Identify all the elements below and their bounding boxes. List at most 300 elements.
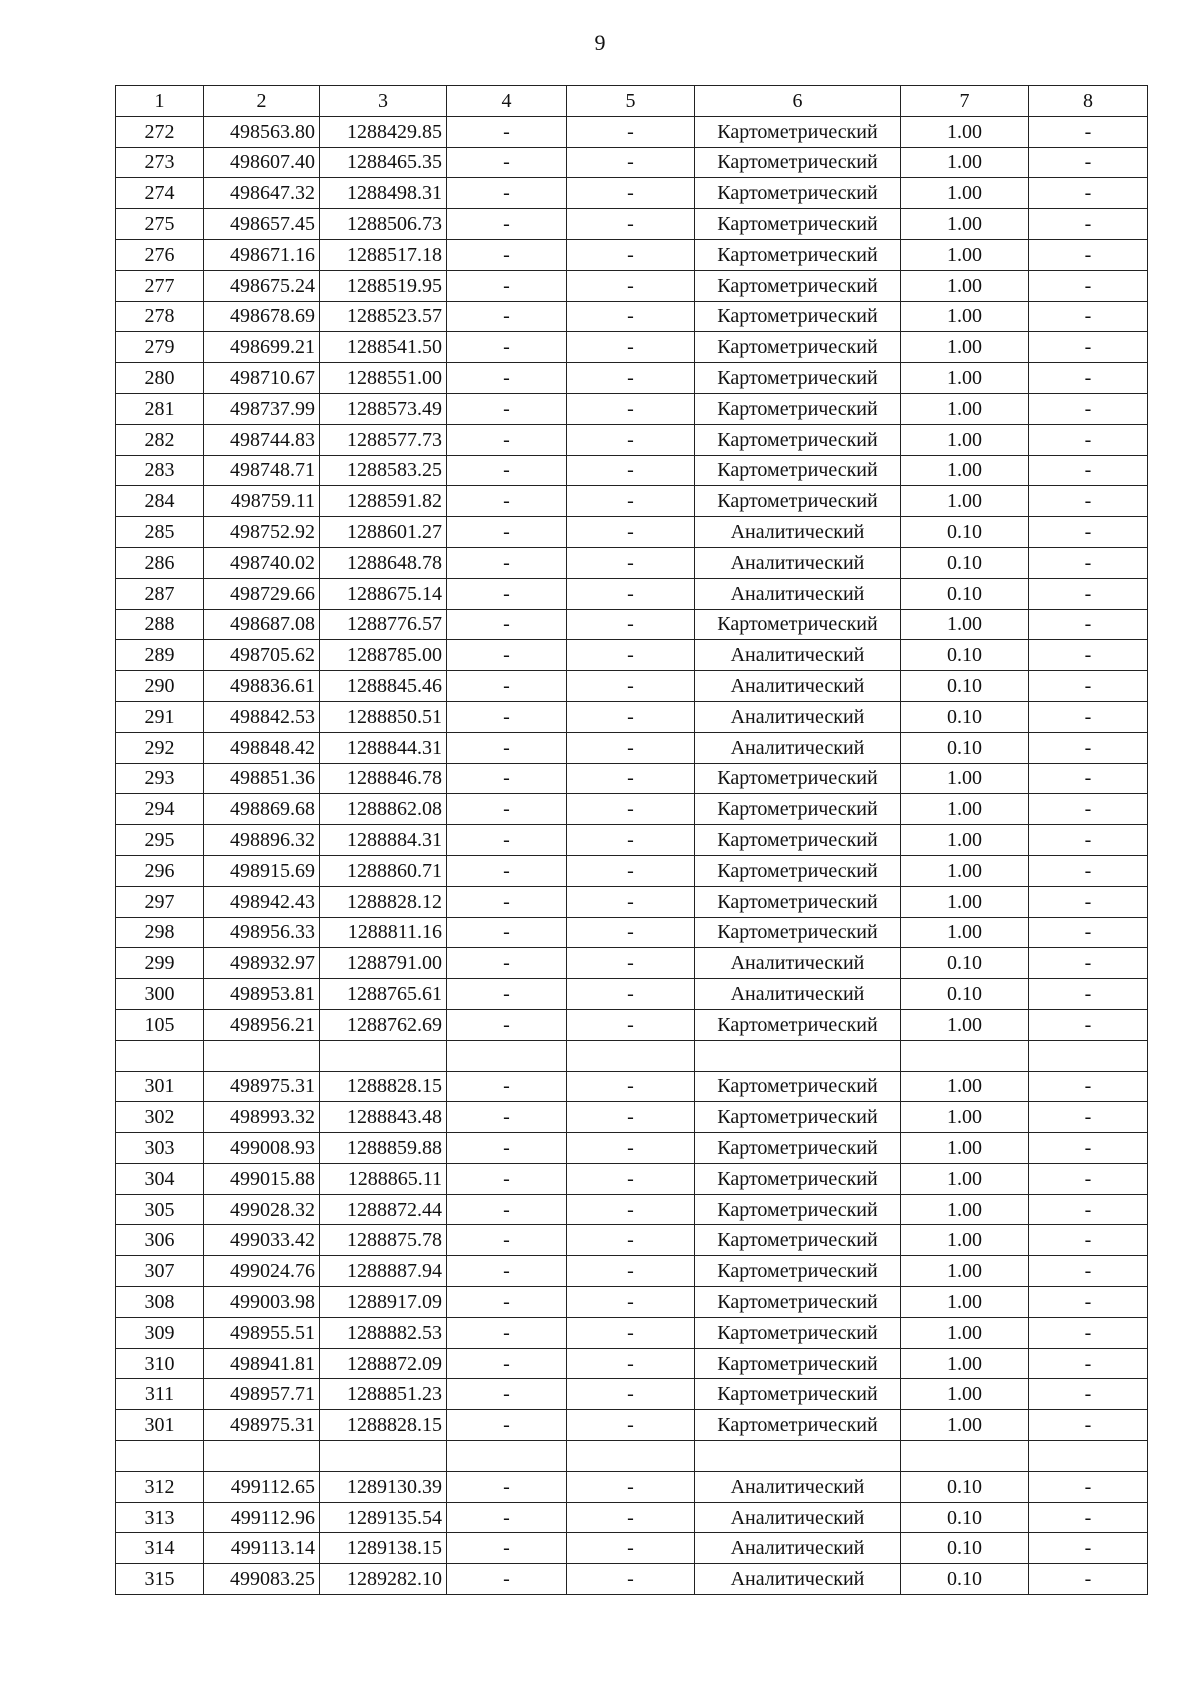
col8-value-cell: -	[1029, 332, 1148, 363]
y-coordinate-cell: 1288429.85	[320, 116, 447, 147]
accuracy-cell: 0.10	[901, 640, 1029, 671]
col8-value-cell: -	[1029, 547, 1148, 578]
col5-value-cell: -	[567, 455, 695, 486]
table-row	[116, 732, 1148, 763]
col8-value-cell: -	[1029, 948, 1148, 979]
table-row	[116, 794, 1148, 825]
method-cell: Картометрический	[695, 1071, 901, 1102]
y-coordinate-cell: 1288884.31	[320, 825, 447, 856]
y-coordinate-cell: 1288465.35	[320, 147, 447, 178]
page-number: 9	[594, 30, 606, 55]
col5-value-cell: -	[567, 116, 695, 147]
y-coordinate-cell: 1288872.09	[320, 1348, 447, 1379]
table-row	[116, 209, 1148, 240]
table-row	[116, 1533, 1148, 1564]
table-row	[116, 455, 1148, 486]
point-number-cell: 306	[116, 1225, 204, 1256]
col8-value-cell: -	[1029, 301, 1148, 332]
col8-value-cell: -	[1029, 732, 1148, 763]
col4-value-cell: -	[447, 1194, 567, 1225]
y-coordinate-cell: 1288675.14	[320, 578, 447, 609]
col8-value-cell: -	[1029, 178, 1148, 209]
point-number-cell: 302	[116, 1102, 204, 1133]
accuracy-cell: 0.10	[901, 732, 1029, 763]
point-number-cell: 105	[116, 1009, 204, 1040]
x-coordinate-cell: 498942.43	[204, 886, 320, 917]
table-row	[116, 948, 1148, 979]
table-row	[116, 486, 1148, 517]
col8-value-cell: -	[1029, 517, 1148, 548]
point-number-cell: 285	[116, 517, 204, 548]
y-coordinate-cell: 1288591.82	[320, 486, 447, 517]
x-coordinate-cell: 498941.81	[204, 1348, 320, 1379]
coordinates-table	[115, 85, 1148, 1595]
accuracy-cell: 0.10	[901, 578, 1029, 609]
y-coordinate-cell: 1288785.00	[320, 640, 447, 671]
y-coordinate-cell: 1288872.44	[320, 1194, 447, 1225]
point-number-cell: 274	[116, 178, 204, 209]
y-coordinate-cell: 1288573.49	[320, 393, 447, 424]
point-number-cell: 291	[116, 701, 204, 732]
col8-value-cell: -	[1029, 1071, 1148, 1102]
table-row	[116, 701, 1148, 732]
x-coordinate-cell: 498759.11	[204, 486, 320, 517]
x-coordinate-cell: 498744.83	[204, 424, 320, 455]
table-row	[116, 363, 1148, 394]
x-coordinate-cell: 499033.42	[204, 1225, 320, 1256]
method-cell: Аналитический	[695, 701, 901, 732]
header-cell: 6	[695, 86, 901, 117]
col5-value-cell: -	[567, 1287, 695, 1318]
col8-value-cell: -	[1029, 1317, 1148, 1348]
col8-value-cell: -	[1029, 486, 1148, 517]
method-cell: Картометрический	[695, 332, 901, 363]
accuracy-cell: 1.00	[901, 1225, 1029, 1256]
x-coordinate-cell: 498993.32	[204, 1102, 320, 1133]
y-coordinate-cell: 1288762.69	[320, 1009, 447, 1040]
point-number-cell: 288	[116, 609, 204, 640]
col8-value-cell: -	[1029, 1194, 1148, 1225]
col8-value-cell: -	[1029, 1502, 1148, 1533]
x-coordinate-cell: 498678.69	[204, 301, 320, 332]
col5-value-cell: -	[567, 363, 695, 394]
col4-value-cell: -	[447, 486, 567, 517]
method-cell: Аналитический	[695, 1564, 901, 1595]
col8-value-cell: -	[1029, 763, 1148, 794]
method-cell: Картометрический	[695, 1379, 901, 1410]
y-coordinate-cell: 1288860.71	[320, 855, 447, 886]
point-number-cell: 272	[116, 116, 204, 147]
method-cell: Картометрический	[695, 886, 901, 917]
x-coordinate-cell: 498956.33	[204, 917, 320, 948]
col8-value-cell	[1029, 1040, 1148, 1071]
x-coordinate-cell: 498729.66	[204, 578, 320, 609]
col5-value-cell: -	[567, 578, 695, 609]
point-number-cell: 287	[116, 578, 204, 609]
col8-value-cell: -	[1029, 116, 1148, 147]
col5-value-cell: -	[567, 239, 695, 270]
method-cell	[695, 1441, 901, 1472]
method-cell: Картометрический	[695, 1133, 901, 1164]
point-number-cell: 310	[116, 1348, 204, 1379]
point-number-cell: 293	[116, 763, 204, 794]
table-row	[116, 917, 1148, 948]
x-coordinate-cell: 498671.16	[204, 239, 320, 270]
table-row	[116, 1379, 1148, 1410]
col5-value-cell: -	[567, 270, 695, 301]
table-row	[116, 239, 1148, 270]
col5-value-cell: -	[567, 486, 695, 517]
method-cell: Картометрический	[695, 363, 901, 394]
accuracy-cell: 1.00	[901, 239, 1029, 270]
accuracy-cell: 1.00	[901, 363, 1029, 394]
table-row	[116, 424, 1148, 455]
y-coordinate-cell: 1288791.00	[320, 948, 447, 979]
method-cell: Аналитический	[695, 979, 901, 1010]
x-coordinate-cell: 498953.81	[204, 979, 320, 1010]
y-coordinate-cell: 1289130.39	[320, 1471, 447, 1502]
point-number-cell: 275	[116, 209, 204, 240]
y-coordinate-cell: 1288865.11	[320, 1163, 447, 1194]
x-coordinate-cell: 498705.62	[204, 640, 320, 671]
accuracy-cell: 1.00	[901, 178, 1029, 209]
point-number-cell: 292	[116, 732, 204, 763]
point-number-cell: 294	[116, 794, 204, 825]
table-row	[116, 1287, 1148, 1318]
col4-value-cell: -	[447, 1225, 567, 1256]
method-cell: Картометрический	[695, 1317, 901, 1348]
accuracy-cell: 1.00	[901, 1256, 1029, 1287]
table-row	[116, 855, 1148, 886]
method-cell: Картометрический	[695, 1225, 901, 1256]
col4-value-cell: -	[447, 547, 567, 578]
col8-value-cell: -	[1029, 1102, 1148, 1133]
x-coordinate-cell: 498748.71	[204, 455, 320, 486]
col8-value-cell: -	[1029, 701, 1148, 732]
accuracy-cell: 1.00	[901, 1009, 1029, 1040]
x-coordinate-cell: 498932.97	[204, 948, 320, 979]
y-coordinate-cell: 1288517.18	[320, 239, 447, 270]
x-coordinate-cell: 499083.25	[204, 1564, 320, 1595]
col4-value-cell: -	[447, 886, 567, 917]
method-cell: Картометрический	[695, 1009, 901, 1040]
col5-value-cell: -	[567, 1163, 695, 1194]
accuracy-cell: 1.00	[901, 455, 1029, 486]
col5-value-cell: -	[567, 1502, 695, 1533]
col8-value-cell: -	[1029, 455, 1148, 486]
table-row	[116, 1441, 1148, 1472]
x-coordinate-cell: 498740.02	[204, 547, 320, 578]
col5-value-cell: -	[567, 671, 695, 702]
col8-value-cell: -	[1029, 1410, 1148, 1441]
method-cell: Картометрический	[695, 424, 901, 455]
accuracy-cell: 1.00	[901, 886, 1029, 917]
col8-value-cell: -	[1029, 578, 1148, 609]
table-header	[116, 86, 1148, 117]
table-row	[116, 116, 1148, 147]
col4-value-cell: -	[447, 855, 567, 886]
x-coordinate-cell: 498851.36	[204, 763, 320, 794]
col4-value-cell: -	[447, 609, 567, 640]
col4-value-cell: -	[447, 1317, 567, 1348]
method-cell: Аналитический	[695, 732, 901, 763]
x-coordinate-cell: 499008.93	[204, 1133, 320, 1164]
table-row	[116, 1163, 1148, 1194]
table-row	[116, 763, 1148, 794]
accuracy-cell: 0.10	[901, 671, 1029, 702]
col4-value-cell: -	[447, 1256, 567, 1287]
col4-value-cell: -	[447, 1071, 567, 1102]
col4-value-cell: -	[447, 301, 567, 332]
col4-value-cell: -	[447, 1410, 567, 1441]
col4-value-cell: -	[447, 1102, 567, 1133]
col4-value-cell: -	[447, 671, 567, 702]
col8-value-cell: -	[1029, 1256, 1148, 1287]
col4-value-cell: -	[447, 1564, 567, 1595]
x-coordinate-cell: 499113.14	[204, 1533, 320, 1564]
point-number-cell: 289	[116, 640, 204, 671]
header-cell: 2	[204, 86, 320, 117]
col5-value-cell: -	[567, 609, 695, 640]
col8-value-cell: -	[1029, 393, 1148, 424]
point-number-cell: 308	[116, 1287, 204, 1318]
table-row	[116, 825, 1148, 856]
y-coordinate-cell: 1288811.16	[320, 917, 447, 948]
col5-value-cell: -	[567, 855, 695, 886]
col8-value-cell: -	[1029, 1287, 1148, 1318]
accuracy-cell: 1.00	[901, 332, 1029, 363]
col4-value-cell: -	[447, 270, 567, 301]
accuracy-cell: 1.00	[901, 147, 1029, 178]
y-coordinate-cell: 1288776.57	[320, 609, 447, 640]
point-number-cell: 303	[116, 1133, 204, 1164]
accuracy-cell: 1.00	[901, 1287, 1029, 1318]
col4-value-cell: -	[447, 578, 567, 609]
y-coordinate-cell: 1288648.78	[320, 547, 447, 578]
accuracy-cell: 1.00	[901, 116, 1029, 147]
method-cell: Аналитический	[695, 948, 901, 979]
accuracy-cell: 1.00	[901, 209, 1029, 240]
accuracy-cell: 1.00	[901, 1410, 1029, 1441]
y-coordinate-cell: 1288917.09	[320, 1287, 447, 1318]
col8-value-cell: -	[1029, 1225, 1148, 1256]
col5-value-cell	[567, 1441, 695, 1472]
col4-value-cell: -	[447, 1348, 567, 1379]
accuracy-cell: 1.00	[901, 1071, 1029, 1102]
method-cell: Картометрический	[695, 794, 901, 825]
col5-value-cell: -	[567, 979, 695, 1010]
col4-value-cell: -	[447, 1287, 567, 1318]
accuracy-cell: 0.10	[901, 979, 1029, 1010]
col8-value-cell: -	[1029, 1379, 1148, 1410]
x-coordinate-cell: 498975.31	[204, 1071, 320, 1102]
col4-value-cell: -	[447, 332, 567, 363]
accuracy-cell: 1.00	[901, 270, 1029, 301]
accuracy-cell: 1.00	[901, 1317, 1029, 1348]
col5-value-cell: -	[567, 1009, 695, 1040]
y-coordinate-cell: 1288765.61	[320, 979, 447, 1010]
table-row	[116, 578, 1148, 609]
table-row	[116, 1564, 1148, 1595]
method-cell: Картометрический	[695, 270, 901, 301]
col4-value-cell: -	[447, 825, 567, 856]
col8-value-cell: -	[1029, 270, 1148, 301]
col5-value-cell: -	[567, 640, 695, 671]
y-coordinate-cell: 1288862.08	[320, 794, 447, 825]
point-number-cell: 311	[116, 1379, 204, 1410]
col5-value-cell: -	[567, 1225, 695, 1256]
point-number-cell: 282	[116, 424, 204, 455]
col5-value-cell: -	[567, 1379, 695, 1410]
col4-value-cell: -	[447, 979, 567, 1010]
accuracy-cell: 1.00	[901, 825, 1029, 856]
col4-value-cell: -	[447, 1379, 567, 1410]
col5-value-cell: -	[567, 1410, 695, 1441]
table-row	[116, 301, 1148, 332]
x-coordinate-cell	[204, 1040, 320, 1071]
y-coordinate-cell: 1288506.73	[320, 209, 447, 240]
y-coordinate-cell: 1288577.73	[320, 424, 447, 455]
table-row	[116, 886, 1148, 917]
col4-value-cell: -	[447, 917, 567, 948]
x-coordinate-cell: 499003.98	[204, 1287, 320, 1318]
method-cell: Аналитический	[695, 1471, 901, 1502]
col4-value-cell: -	[447, 794, 567, 825]
col8-value-cell: -	[1029, 239, 1148, 270]
table-row	[116, 979, 1148, 1010]
col5-value-cell: -	[567, 794, 695, 825]
y-coordinate-cell: 1288498.31	[320, 178, 447, 209]
table-row	[116, 1225, 1148, 1256]
x-coordinate-cell: 498752.92	[204, 517, 320, 548]
col8-value-cell: -	[1029, 671, 1148, 702]
method-cell: Картометрический	[695, 1410, 901, 1441]
x-coordinate-cell: 498675.24	[204, 270, 320, 301]
col8-value-cell: -	[1029, 825, 1148, 856]
point-number-cell: 300	[116, 979, 204, 1010]
table-row	[116, 178, 1148, 209]
col4-value-cell: -	[447, 1133, 567, 1164]
col4-value-cell: -	[447, 239, 567, 270]
accuracy-cell: 0.10	[901, 1502, 1029, 1533]
col5-value-cell: -	[567, 825, 695, 856]
point-number-cell: 315	[116, 1564, 204, 1595]
y-coordinate-cell: 1288882.53	[320, 1317, 447, 1348]
x-coordinate-cell: 499015.88	[204, 1163, 320, 1194]
col5-value-cell: -	[567, 948, 695, 979]
point-number-cell: 277	[116, 270, 204, 301]
col4-value-cell: -	[447, 1533, 567, 1564]
col8-value-cell: -	[1029, 1163, 1148, 1194]
col8-value-cell: -	[1029, 209, 1148, 240]
col8-value-cell: -	[1029, 363, 1148, 394]
table-row	[116, 1256, 1148, 1287]
table-row	[116, 517, 1148, 548]
col4-value-cell: -	[447, 178, 567, 209]
point-number-cell: 290	[116, 671, 204, 702]
point-number-cell	[116, 1040, 204, 1071]
table-row	[116, 1317, 1148, 1348]
table-row	[116, 1040, 1148, 1071]
table-row	[116, 1071, 1148, 1102]
y-coordinate-cell: 1288845.46	[320, 671, 447, 702]
accuracy-cell: 1.00	[901, 486, 1029, 517]
x-coordinate-cell: 498687.08	[204, 609, 320, 640]
accuracy-cell: 0.10	[901, 1533, 1029, 1564]
col8-value-cell: -	[1029, 979, 1148, 1010]
col4-value-cell: -	[447, 116, 567, 147]
col5-value-cell: -	[567, 763, 695, 794]
col4-value-cell	[447, 1040, 567, 1071]
y-coordinate-cell: 1288583.25	[320, 455, 447, 486]
method-cell: Картометрический	[695, 455, 901, 486]
col5-value-cell: -	[567, 393, 695, 424]
x-coordinate-cell: 498657.45	[204, 209, 320, 240]
point-number-cell: 307	[116, 1256, 204, 1287]
accuracy-cell: 1.00	[901, 424, 1029, 455]
point-number-cell: 299	[116, 948, 204, 979]
table-row	[116, 1502, 1148, 1533]
col4-value-cell: -	[447, 1502, 567, 1533]
table-row	[116, 671, 1148, 702]
x-coordinate-cell: 498836.61	[204, 671, 320, 702]
col8-value-cell: -	[1029, 917, 1148, 948]
y-coordinate-cell: 1288859.88	[320, 1133, 447, 1164]
y-coordinate-cell: 1288844.31	[320, 732, 447, 763]
x-coordinate-cell: 499112.96	[204, 1502, 320, 1533]
col8-value-cell	[1029, 1441, 1148, 1472]
col4-value-cell: -	[447, 147, 567, 178]
col5-value-cell: -	[567, 1564, 695, 1595]
method-cell: Аналитический	[695, 640, 901, 671]
x-coordinate-cell: 498915.69	[204, 855, 320, 886]
point-number-cell: 301	[116, 1071, 204, 1102]
method-cell: Аналитический	[695, 578, 901, 609]
point-number-cell: 314	[116, 1533, 204, 1564]
col4-value-cell	[447, 1441, 567, 1472]
point-number-cell: 281	[116, 393, 204, 424]
col4-value-cell: -	[447, 1163, 567, 1194]
method-cell: Картометрический	[695, 239, 901, 270]
point-number-cell: 276	[116, 239, 204, 270]
table-row	[116, 547, 1148, 578]
col5-value-cell: -	[567, 1348, 695, 1379]
table-row	[116, 332, 1148, 363]
accuracy-cell: 1.00	[901, 1133, 1029, 1164]
accuracy-cell: 1.00	[901, 763, 1029, 794]
col5-value-cell: -	[567, 1317, 695, 1348]
point-number-cell: 312	[116, 1471, 204, 1502]
col4-value-cell: -	[447, 363, 567, 394]
point-number-cell: 313	[116, 1502, 204, 1533]
accuracy-cell	[901, 1441, 1029, 1472]
col4-value-cell: -	[447, 948, 567, 979]
accuracy-cell: 1.00	[901, 794, 1029, 825]
col8-value-cell: -	[1029, 424, 1148, 455]
col5-value-cell: -	[567, 1533, 695, 1564]
y-coordinate-cell: 1288887.94	[320, 1256, 447, 1287]
col5-value-cell: -	[567, 732, 695, 763]
col4-value-cell: -	[447, 1009, 567, 1040]
y-coordinate-cell: 1288828.15	[320, 1071, 447, 1102]
x-coordinate-cell: 498607.40	[204, 147, 320, 178]
point-number-cell: 296	[116, 855, 204, 886]
col5-value-cell: -	[567, 1133, 695, 1164]
y-coordinate-cell: 1289138.15	[320, 1533, 447, 1564]
accuracy-cell: 1.00	[901, 1194, 1029, 1225]
method-cell: Картометрический	[695, 1102, 901, 1133]
method-cell: Картометрический	[695, 855, 901, 886]
